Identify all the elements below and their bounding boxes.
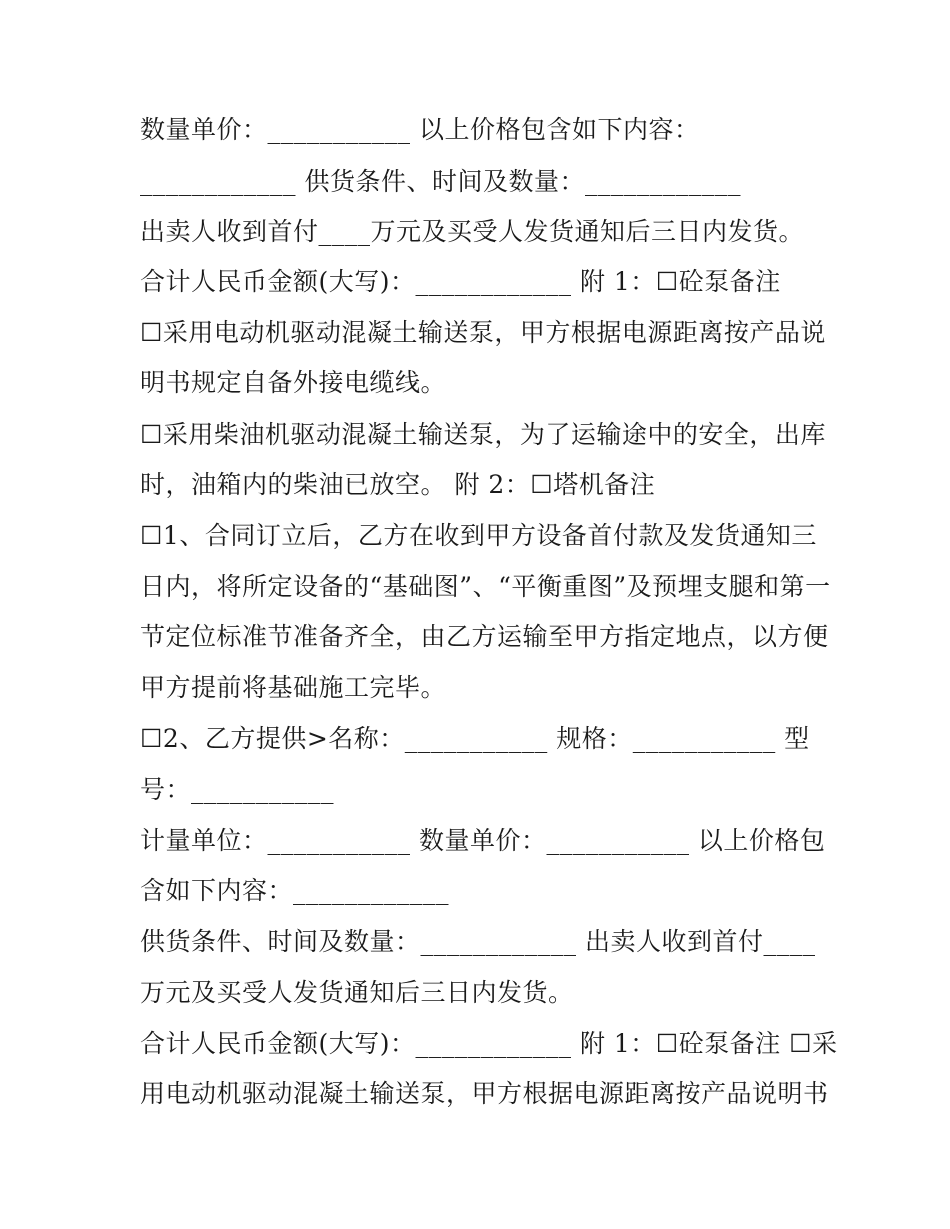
text-line: 合计人民币金额(大写)：____________ 附 1：☐砼泵备注 bbox=[140, 267, 781, 296]
text-line: ☐采用柴油机驱动混凝土输送泵，为了运输途中的安全，出库 bbox=[140, 420, 826, 449]
text-line: 出卖人收到首付____万元及买受人发货通知后三日内发货。 bbox=[140, 217, 805, 246]
text-line: ☐1、合同订立后，乙方在收到甲方设备首付款及发货通知三 bbox=[140, 521, 817, 550]
text-line: ☐采用电动机驱动混凝土输送泵，甲方根据电源距离按产品说 bbox=[140, 318, 826, 347]
text-line: 甲方提前将基础施工完毕。 bbox=[140, 673, 447, 702]
text-line: 计量单位：___________ 数量单价：___________ 以上价格包 bbox=[140, 826, 826, 855]
text-line: 万元及买受人发货通知后三日内发货。 bbox=[140, 978, 574, 1007]
text-line: 节定位标准节准备齐全，由乙方运输至甲方指定地点，以方便 bbox=[140, 622, 829, 651]
text-line: 含如下内容：____________ bbox=[140, 876, 450, 905]
text-line: 时，油箱内的柴油已放空。 附 2：☐塔机备注 bbox=[140, 470, 656, 499]
text-line: 日内，将所定设备的“基础图”、“平衡重图”及预埋支腿和第一 bbox=[140, 572, 831, 601]
text-line: 用电动机驱动混凝土输送泵，甲方根据电源距离按产品说明书 bbox=[140, 1079, 829, 1108]
text-line: 号：___________ bbox=[140, 775, 335, 804]
text-line: ____________ 供货条件、时间及数量：____________ bbox=[140, 167, 741, 196]
text-line: 明书规定自备外接电缆线。 bbox=[140, 368, 447, 397]
text-line: 供货条件、时间及数量：____________ 出卖人收到首付____ bbox=[140, 927, 816, 956]
text-line: 合计人民币金额(大写)：____________ 附 1：☐砼泵备注 ☐采 bbox=[140, 1029, 838, 1058]
text-line: 数量单价：___________ 以上价格包含如下内容： bbox=[140, 115, 700, 144]
text-line: ☐2、乙方提供>名称：___________ 规格：___________ 型 bbox=[140, 724, 810, 753]
